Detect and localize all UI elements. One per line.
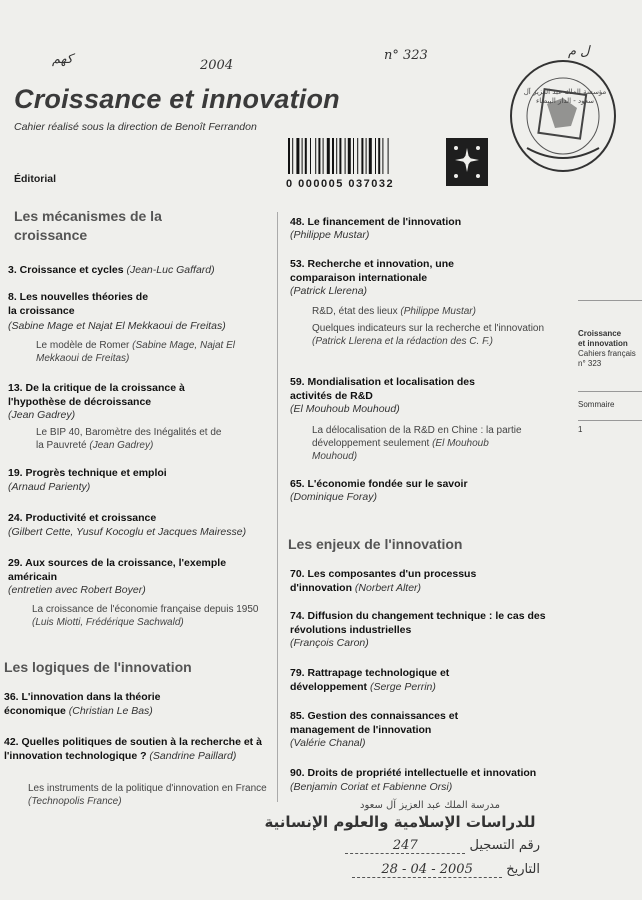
column-divider (277, 212, 278, 802)
toc-entry (290, 478, 550, 492)
entry-title: 36. L'innovation dans la théorie économique (4, 691, 161, 717)
toc-entry (290, 568, 540, 595)
entry-author (290, 637, 369, 651)
entry-title: 65. L'économie fondée sur le savoir (290, 478, 468, 490)
entry-title: 53. Recherche et innovation, une comparaison internationale (290, 258, 454, 284)
entry-author (8, 584, 146, 598)
stamp-date (280, 862, 540, 878)
toc-entry (8, 382, 228, 409)
stamp-line-1: مدرسة الملك عبد العزيز آل سعود (360, 800, 500, 811)
entry-title: 3. Croissance et cycles (8, 264, 124, 276)
sidebar (578, 300, 642, 435)
handwritten-year: 2004 (200, 58, 234, 73)
entry-title: 8. Les nouvelles théories de la croissance (8, 291, 149, 317)
entry-author (8, 320, 276, 334)
entry-title: 48. Le financement de l'innovation (290, 216, 462, 228)
author-text: (Arnaud Parienty) (8, 481, 91, 493)
entry-author (290, 403, 400, 417)
library-stamp (507, 56, 619, 174)
date-value: 28 - 04 - 2005 (352, 862, 502, 878)
entry-author: (Serge Perrin) (369, 680, 436, 693)
sidebar-line (578, 300, 642, 301)
sub-text: Les instruments de la politique d'innovation en France (28, 783, 267, 794)
entry-title: 13. De la critique de la croissance à l'hypothèse de décroissance (8, 382, 185, 408)
sidebar-issue: n° 323 (578, 359, 602, 368)
entry-author (8, 526, 276, 540)
entry-author (290, 737, 365, 751)
handwritten-mark: ل م (568, 44, 590, 59)
toc-subentry (36, 339, 236, 365)
entry-title: 90. Droits de propriété intellectuelle et innovation (290, 767, 537, 779)
entry-author (8, 481, 90, 495)
entry-title: 59. Mondialisation et localisation des activités de R&D (290, 376, 475, 402)
sidebar-line (578, 420, 642, 421)
sub-author: (Technopolis France) (28, 796, 122, 807)
sub-text: Le BIP 40, Baromètre des Inégalités et de la Pauvreté (36, 427, 222, 451)
sub-author: (Luis Miotti, Frédérique Sachwald) (32, 617, 184, 628)
entry-author (290, 229, 369, 243)
author-text: (François Caron) (290, 637, 369, 649)
sub-text: R&D, état des lieux (312, 306, 398, 317)
toc-entry (290, 667, 480, 694)
entry-author: (Christian Le Bas) (68, 704, 153, 717)
entry-title: 24. Productivité et croissance (8, 512, 157, 524)
date-label: التاريخ (506, 862, 540, 877)
page-subtitle: Cahier réalisé sous la direction de Benoît Ferrandon (14, 121, 257, 133)
editorial-label: Éditorial (14, 173, 57, 185)
entry-title: 29. Aux sources de la croissance, l'exemple américain (8, 557, 227, 583)
page-title: Croissance et innovation (14, 84, 340, 114)
entry-title: 79. Rattrapage technologique et développement (290, 667, 450, 693)
toc-entry (290, 767, 555, 794)
entry-title: 85. Gestion des connaissances et management de l'innovation (290, 710, 459, 736)
toc-entry (290, 216, 550, 230)
toc-entry (8, 467, 268, 481)
author-text: (Jean Gadrey) (8, 409, 76, 421)
author-text: (Gilbert Cette, Yusuf Kocoglu et Jacques Mairesse) (8, 526, 247, 538)
sub-author: (Patrick Llerena et la rédaction des C. F.) (312, 336, 494, 347)
author-text: (entretien avec Robert Boyer) (8, 584, 146, 596)
entry-author: (Jean-Luc Gaffard) (126, 264, 215, 276)
toc-subentry (32, 603, 268, 629)
sidebar-publication: Cahiers français (578, 349, 636, 358)
stamp-text: مؤسسة الملك عبد العزيز آل سعود - الدار البيضاء (523, 88, 607, 105)
entry-author: (Benjamin Coriat et Fabienne Orsi) (290, 780, 453, 793)
stamp-line-2: للدراسات الإسلامية والعلوم الإنسانية (264, 813, 536, 831)
author-text: (Sabine Mage et Najat El Mekkaoui de Freitas) (8, 320, 226, 332)
entry-title: 70. Les composantes d'un processus d'innovation (290, 568, 477, 594)
sub-author: (El Mouhoub Mouhoud) (312, 438, 489, 462)
entry-title: 42. Quelles politiques de soutien à la recherche et à l'innovation technologique ? (4, 736, 262, 762)
author-text: (El Mouhoub Mouhoud) (290, 403, 400, 415)
registration-label: رقم التسجيل (469, 838, 540, 853)
section-enjeux: Les enjeux de l'innovation (288, 536, 463, 552)
sidebar-title: Croissance (578, 329, 622, 338)
sub-text: Le modèle de Romer (36, 340, 130, 351)
sub-author: (Philippe Mustar) (400, 306, 476, 317)
sidebar-title-2: et innovation (578, 339, 628, 348)
stamp-registration (280, 838, 540, 854)
toc-entry (290, 610, 550, 637)
sub-text: La délocalisation de la R&D en Chine : la partie développement seulement (312, 425, 522, 449)
toc-entry (8, 291, 158, 318)
barcode-number: 0 000005 037032 (286, 178, 395, 190)
toc-entry (290, 258, 510, 285)
toc-subentry (36, 426, 226, 452)
toc-subentry (312, 424, 532, 463)
author-text: (Valérie Chanal) (290, 737, 366, 749)
author-text: (Patrick Llerena) (290, 285, 368, 297)
toc-subentry (28, 782, 273, 808)
publisher-logo-icon (446, 138, 488, 186)
section-logiques: Les logiques de l'innovation (4, 659, 192, 675)
toc-entry (4, 736, 274, 763)
author-text: (Philippe Mustar) (290, 229, 370, 241)
registration-value: 247 (345, 838, 465, 854)
toc-entry (290, 710, 510, 737)
handwritten-code: كهم (52, 52, 73, 67)
author-text: (Dominique Foray) (290, 491, 377, 503)
toc-entry (4, 691, 214, 718)
sub-text: Quelques indicateurs sur la recherche et l'innovation (312, 323, 545, 334)
entry-author (8, 409, 75, 423)
barcode (286, 138, 438, 174)
sub-text: La croissance de l'économie française depuis 1950 (32, 604, 259, 615)
entry-author: (Norbert Alter) (354, 581, 422, 594)
toc-subentry (312, 322, 552, 348)
sub-author: (Jean Gadrey) (89, 440, 154, 451)
section-mecanismes: Les mécanismes de la croissance (14, 208, 162, 243)
handwritten-number: n° 323 (384, 48, 428, 63)
sidebar-line (578, 391, 642, 392)
toc-entry (290, 376, 510, 403)
entry-author: (Sandrine Paillard) (149, 749, 237, 762)
toc-subentry (312, 305, 552, 318)
sidebar-page-number: 1 (578, 425, 583, 434)
toc-entry (8, 264, 273, 278)
toc-entry (8, 512, 268, 526)
toc-entry (8, 557, 258, 584)
entry-title: 74. Diffusion du changement technique : le cas des révolutions industrielles (290, 610, 546, 636)
entry-author (290, 491, 377, 505)
entry-author (290, 285, 367, 299)
entry-title: 19. Progrès technique et emploi (8, 467, 167, 479)
sidebar-sommaire: Sommaire (578, 400, 615, 409)
sub-author: (Sabine Mage, Najat El Mekkaoui de Freitas) (36, 340, 236, 364)
